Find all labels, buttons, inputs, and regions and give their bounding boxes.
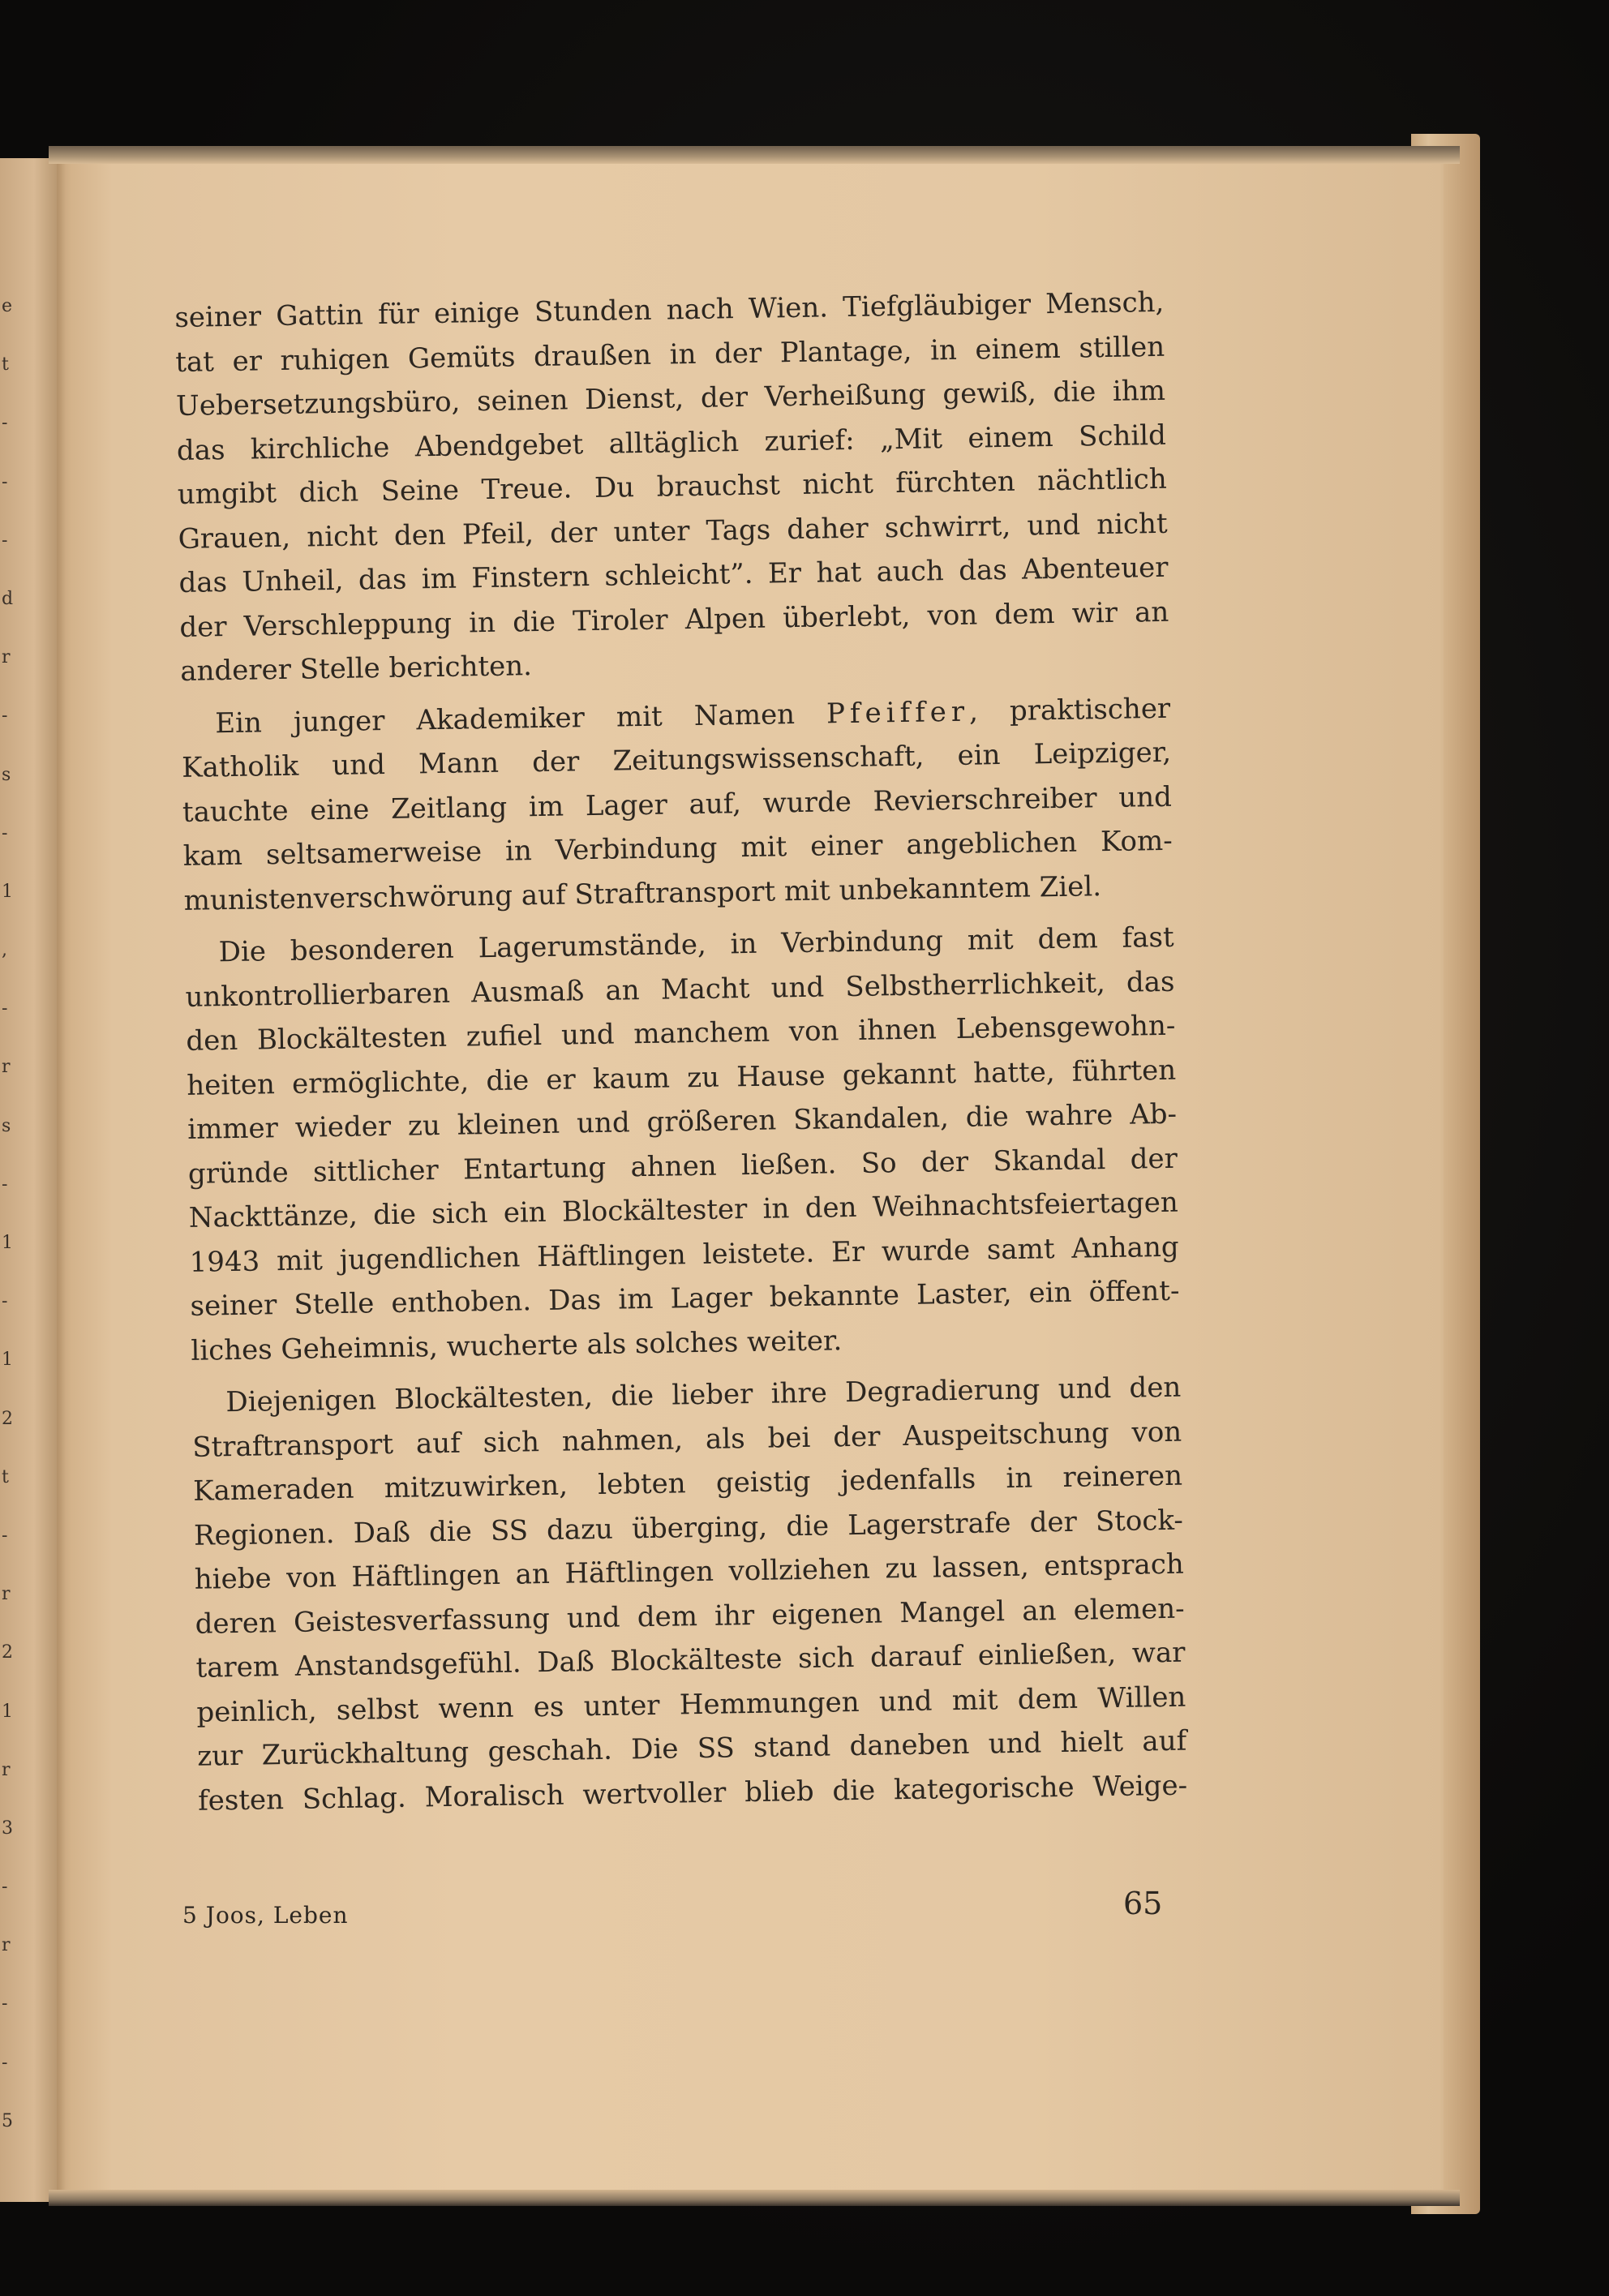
text-line: Grauen, nicht den Pfeil, der unter Tags daher schwirrt, und nicht	[178, 507, 1168, 556]
text-line: unkontrollierbaren Ausmaß an Macht und Selbstherrlichkeit, das	[185, 965, 1175, 1014]
left-page-fragment: -	[2, 471, 8, 492]
text-line: tauchte eine Zeitlang im Lager auf, wurde Revierschreiber und	[182, 780, 1173, 829]
page-top-shadow	[49, 146, 1460, 164]
text-line: das kirchliche Abendgebet alltäglich zurief: „Mit einem Schild	[176, 418, 1167, 467]
text-line: Straftransport auf sich nahmen, als bei der Auspeitschung von	[191, 1415, 1182, 1464]
text-line: der Verschleppung in die Tiroler Alpen überlebt, von dem wir an	[179, 595, 1169, 644]
text-line: zur Zurückhaltung geschah. Die SS stand daneben und hielt auf	[196, 1724, 1187, 1773]
left-page-fragment: -	[2, 1525, 8, 1546]
left-page-fragment: -	[2, 1993, 8, 2015]
left-page-fragment: r	[2, 1584, 11, 1605]
paragraph-4	[191, 1366, 1187, 1823]
text-line: peinlich, selbst wenn es unter Hemmungen und mit dem Willen	[196, 1680, 1186, 1729]
text-segment: , praktischer	[968, 692, 1171, 728]
left-page-fragment: t	[2, 354, 9, 376]
text-line: seiner Gattin für einige Stunden nach Wien. Tiefgläubiger Mensch,	[174, 285, 1165, 334]
text-line: 1943 mit jugendlichen Häftlingen leistete. Er wurde samt Anhang	[189, 1230, 1179, 1279]
left-page-fragment: -	[2, 998, 8, 1019]
left-page-fragment: s	[2, 1115, 11, 1136]
left-page-fragment: -	[2, 1291, 8, 1312]
left-page-fragment: -	[2, 1877, 8, 1898]
text-line: kam seltsamerweise in Verbindung mit einer angeblichen Kom-	[182, 824, 1173, 873]
text-line: seiner Stelle enthoben. Das im Lager bekannte Laster, ein öffent-	[190, 1274, 1180, 1323]
left-page-fragment: -	[2, 706, 8, 727]
page-number: 65	[1123, 1886, 1163, 1921]
left-page-fragment: 2	[2, 1408, 13, 1429]
left-page-fragment: r	[2, 1935, 11, 1956]
text-line: Kameraden mitzuwirken, lebten geistig jedenfalls in reineren	[192, 1459, 1183, 1508]
left-page-fragment: r	[2, 1057, 11, 1078]
left-page-fragment: 1	[2, 881, 13, 902]
text-line: liches Geheimnis, wucherte als solches weiter.	[191, 1324, 843, 1367]
text-line: Katholik und Mann der Zeitungswissenschaft, ein Leipziger,	[181, 736, 1172, 784]
paragraph-3	[184, 916, 1180, 1373]
text-line: gründe sittlicher Entartung ahnen ließen. So der Skandal der	[187, 1142, 1178, 1191]
left-page-fragment: -	[2, 2052, 8, 2073]
left-page-fragment: -	[2, 822, 8, 843]
left-page-fragment: 1	[2, 1233, 13, 1253]
left-page-fragment: 1	[2, 1701, 13, 1722]
text-line: tarem Anstandsgefühl. Daß Blockälteste sich darauf einließen, war	[195, 1636, 1186, 1684]
left-page-fragment: t	[2, 1466, 9, 1487]
body-text	[174, 281, 1187, 1823]
left-page-fragment: r	[2, 647, 11, 668]
text-line: anderer Stelle berichten.	[179, 650, 533, 688]
text-line: heiten ermöglichte, die er kaum zu Hause gekannt hatte, führten	[186, 1054, 1177, 1102]
left-page-fragment: 3	[2, 1817, 13, 1839]
text-line: hiebe von Häftlingen an Häftlingen vollziehen zu lassen, entsprach	[194, 1547, 1185, 1596]
spaced-name: Pfeiffer	[826, 695, 970, 730]
left-page-edge	[0, 158, 57, 2202]
text-line: den Blockältesten zufiel und manchem von ihnen Lebensgewohn-	[186, 1009, 1176, 1058]
left-page-fragment: e	[2, 296, 13, 316]
text-line: Diejenigen Blockältesten, die lieber ihre Degradierung und den	[225, 1371, 1182, 1419]
text-line: deren Geistesverfassung und dem ihr eigenen Mangel an elemen-	[195, 1592, 1185, 1641]
left-page-fragment: -	[2, 530, 8, 551]
text-line: Nackttänze, die sich ein Blockältester in den Weihnachtsfeiertagen	[188, 1186, 1179, 1234]
text-line: festen Schlag. Moralisch wertvoller blieb die kategorische Weige-	[197, 1769, 1188, 1817]
text-line: immer wieder zu kleinen und größeren Skandalen, die wahre Ab-	[187, 1097, 1178, 1146]
text-line: Regionen. Daß die SS dazu überging, die Lagerstrafe der Stock-	[193, 1504, 1184, 1552]
page-bottom-shadow	[49, 2190, 1460, 2206]
text-line: Uebersetzungsbüro, seinen Dienst, der Verheißung gewiß, die ihm	[175, 374, 1166, 423]
text-segment: Ein junger Akademiker mit Namen	[214, 697, 796, 740]
left-page-fragment: ,	[2, 940, 7, 961]
paragraph-2	[181, 686, 1173, 923]
text-line: umgibt dich Seine Treue. Du brauchst nicht fürchten nächtlich	[177, 462, 1168, 511]
left-page-fragment: r	[2, 1759, 11, 1780]
left-page-fragment: s	[2, 764, 11, 785]
left-page-fragment: 1	[2, 1350, 13, 1371]
text-line: munistenverschwörung auf Straftransport mit unbekanntem Ziel.	[183, 869, 1102, 917]
text-line: tat er ruhigen Gemüts draußen in der Plantage, in einem stillen	[174, 330, 1165, 379]
left-page-fragment: 2	[2, 1642, 13, 1663]
left-page-fragment: -	[2, 413, 8, 434]
printer-signature: 5 Joos, Leben	[182, 1902, 349, 1929]
paragraph-1	[174, 281, 1170, 694]
left-page-fragment: 5	[2, 2110, 13, 2131]
left-page-fragment: -	[2, 1174, 8, 1195]
text-line: Die besonderen Lagerumstände, in Verbindung mit dem fast	[218, 921, 1174, 969]
left-page-fragment: d	[2, 588, 14, 609]
text-line: das Unheil, das im Finstern schleicht”. Er hat auch das Abenteuer	[178, 551, 1169, 599]
